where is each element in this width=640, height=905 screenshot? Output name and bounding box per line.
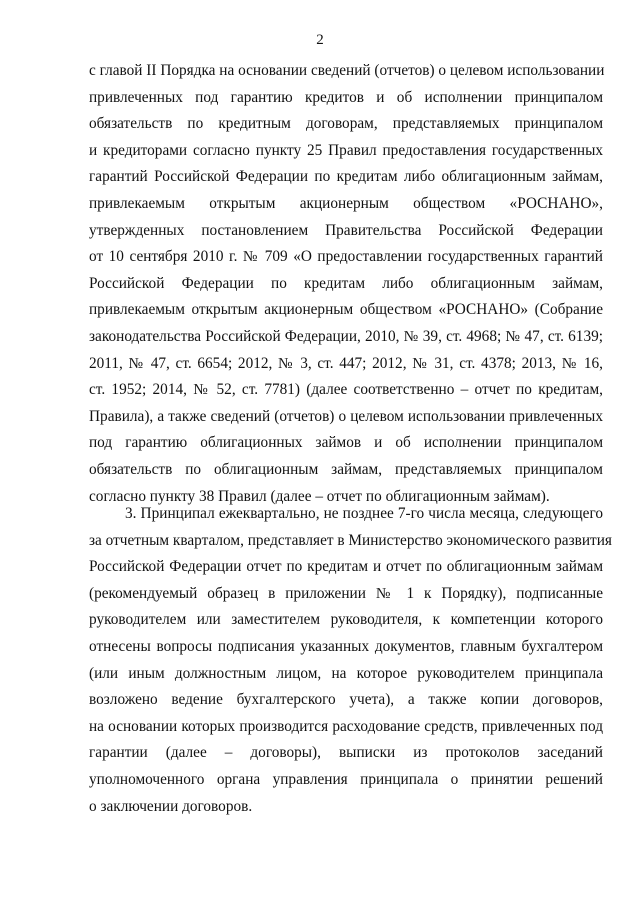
- paragraph-line: о заключении договоров.: [89, 797, 253, 815]
- paragraph-2: [89, 501, 612, 820]
- paragraph-line: и кредиторами согласно пункту 25 Правил предоставления государственных: [89, 141, 603, 159]
- paragraph-line: возложено ведение бухгалтерского учета), а также копии договоров,: [89, 691, 603, 709]
- paragraph-line: Российской Федерации отчет по кредитам и отчет по облигационным займам: [89, 558, 603, 576]
- paragraph-line: привлекаемым открытым акционерным обществом «РОСНАНО» (Собрание: [89, 301, 603, 319]
- paragraph-1: [89, 58, 603, 510]
- paragraph-line: (или иным должностным лицом, на которое руководителем принципала: [89, 664, 603, 682]
- paragraph-line: согласно пункту 38 Правил (далее – отчет по облигационным займам).: [89, 487, 550, 505]
- paragraph-line: 2011, № 47, ст. 6654; 2012, № 3, ст. 447; 2012, № 31, ст. 4378; 2013, № 16,: [89, 354, 603, 372]
- paragraph-line: на основании которых производится расходование средств, привлеченных под: [89, 717, 603, 735]
- paragraph-line: от 10 сентября 2010 г. № 709 «О предоставлении государственных гарантий: [89, 248, 603, 266]
- paragraph-line: (рекомендуемый образец в приложении № 1 к Порядку), подписанные: [89, 584, 603, 602]
- paragraph-line: привлеченных под гарантию кредитов и об исполнении принципалом: [89, 88, 603, 106]
- paragraph-line: утвержденных постановлением Правительства Российской Федерации: [89, 221, 603, 239]
- paragraph-line: Российской Федерации по кредитам либо облигационным займам,: [89, 274, 603, 292]
- paragraph-line: с главой II Порядка на основании сведений (отчетов) о целевом использовании: [89, 62, 605, 79]
- paragraph-line: 3. Принципал ежеквартально, не позднее 7-го числа месяца, следующего: [125, 505, 603, 522]
- paragraph-line: за отчетным кварталом, представляет в Министерство экономического развития: [89, 531, 612, 549]
- paragraph-line: под гарантию облигационных займов и об исполнении принципалом: [89, 434, 603, 452]
- paragraph-line: обязательств по облигационным займам, представляемых принципалом: [89, 460, 603, 478]
- paragraph-line: гарантий Российской Федерации по кредитам либо облигационным займам,: [89, 168, 603, 186]
- paragraph-line: уполномоченного органа управления принципала о принятии решений: [89, 770, 603, 788]
- paragraph-line: обязательств по кредитным договорам, представляемых принципалом: [89, 115, 603, 133]
- paragraph-line: отнесены вопросы подписания указанных документов, главным бухгалтером: [89, 637, 603, 655]
- paragraph-line: руководителем или заместителем руководителя, к компетенции которого: [89, 611, 603, 629]
- paragraph-line: привлекаемым открытым акционерным обществом «РОСНАНО»,: [89, 194, 603, 212]
- page-number: 2: [316, 32, 324, 48]
- paragraph-line: Правила), а также сведений (отчетов) о целевом использовании привлеченных: [89, 407, 603, 425]
- paragraph-line: ст. 1952; 2014, № 52, ст. 7781) (далее соответственно – отчет по кредитам,: [89, 381, 603, 399]
- paragraph-line: гарантии (далее – договоры), выписки из протоколов заседаний: [89, 744, 603, 762]
- paragraph-line: законодательства Российской Федерации, 2010, № 39, ст. 4968; № 47, ст. 6139;: [89, 327, 603, 345]
